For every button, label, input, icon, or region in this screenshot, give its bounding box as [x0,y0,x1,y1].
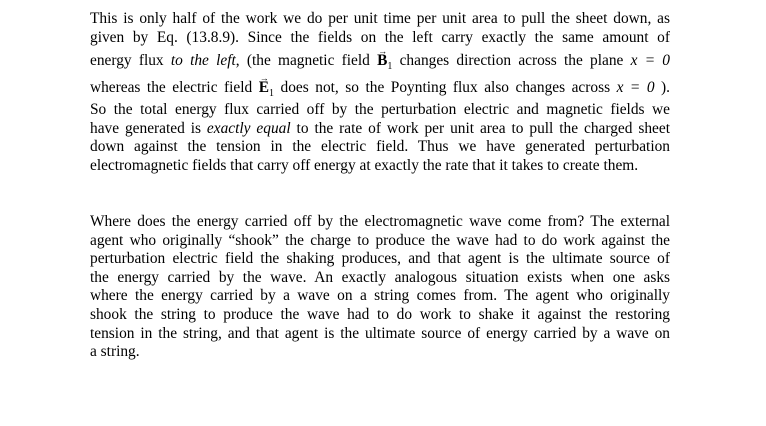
text-line: down against the tension in the electric field. Thus we have generated perturbation [90,138,670,156]
text-line: given by Eq. (13.8.9). Since the fields on the left carry exactly the same amount of [90,28,670,46]
equation-inline: x = 0 [616,79,655,97]
text-line: agent who originally “shook” the charge to produce the wave had to do work against the [90,231,670,249]
vector-e: → E [259,74,269,101]
text-run: does not, so the Poynting flux also changes across [274,79,617,97]
text-run: have generated is [90,119,207,137]
text-line: Where does the energy carried off by the electromagnetic wave come from? The external [90,213,670,230]
text-run: changes direction across the plane [392,52,631,70]
text-line: perturbation electric field the shaking produces, and that agent is the ultimate source of [90,250,670,268]
emphasis-text: to the left [170,52,236,70]
paragraph-energy-source [90,213,670,362]
text-line: the energy carried by the wave. An exactly analogous situation exists when one asks [90,268,670,286]
text-line: a string. [90,343,140,361]
text-line: where the energy carried by a wave on a string comes from. The agent who originally [90,287,670,305]
text-line: tension in the string, and that agent is the ultimate source of energy carried by a wave on [90,324,670,342]
text-line: So the total energy flux carried off by the perturbation electric and magnetic fields we [90,101,670,119]
text-run: , (the magnetic field [235,52,378,70]
text-run: ). [654,79,671,97]
text-run: to the rate of work per unit area to pull the charged sheet [290,119,670,137]
vector-b: → B [377,47,387,74]
text-run: energy flux [90,52,171,70]
text-line [90,120,670,139]
text-line: This is only half of the work we do per unit time per unit area to pull the sheet down, as [90,10,670,27]
text-line: shook the string to produce the wave had to do work to shake it against the restoring [90,305,670,323]
paragraph-poynting-flux [90,10,670,176]
text-line [90,47,670,74]
emphasis-text: exactly equal [206,119,291,137]
text-line: electromagnetic fields that carry off energy at exactly the rate that it takes to create them. [90,156,639,174]
subscript: 1 [387,61,393,73]
text-line [90,74,670,101]
equation-inline: x = 0 [630,52,671,70]
subscript: 1 [269,88,275,100]
text-run: whereas the electric field [90,79,259,97]
